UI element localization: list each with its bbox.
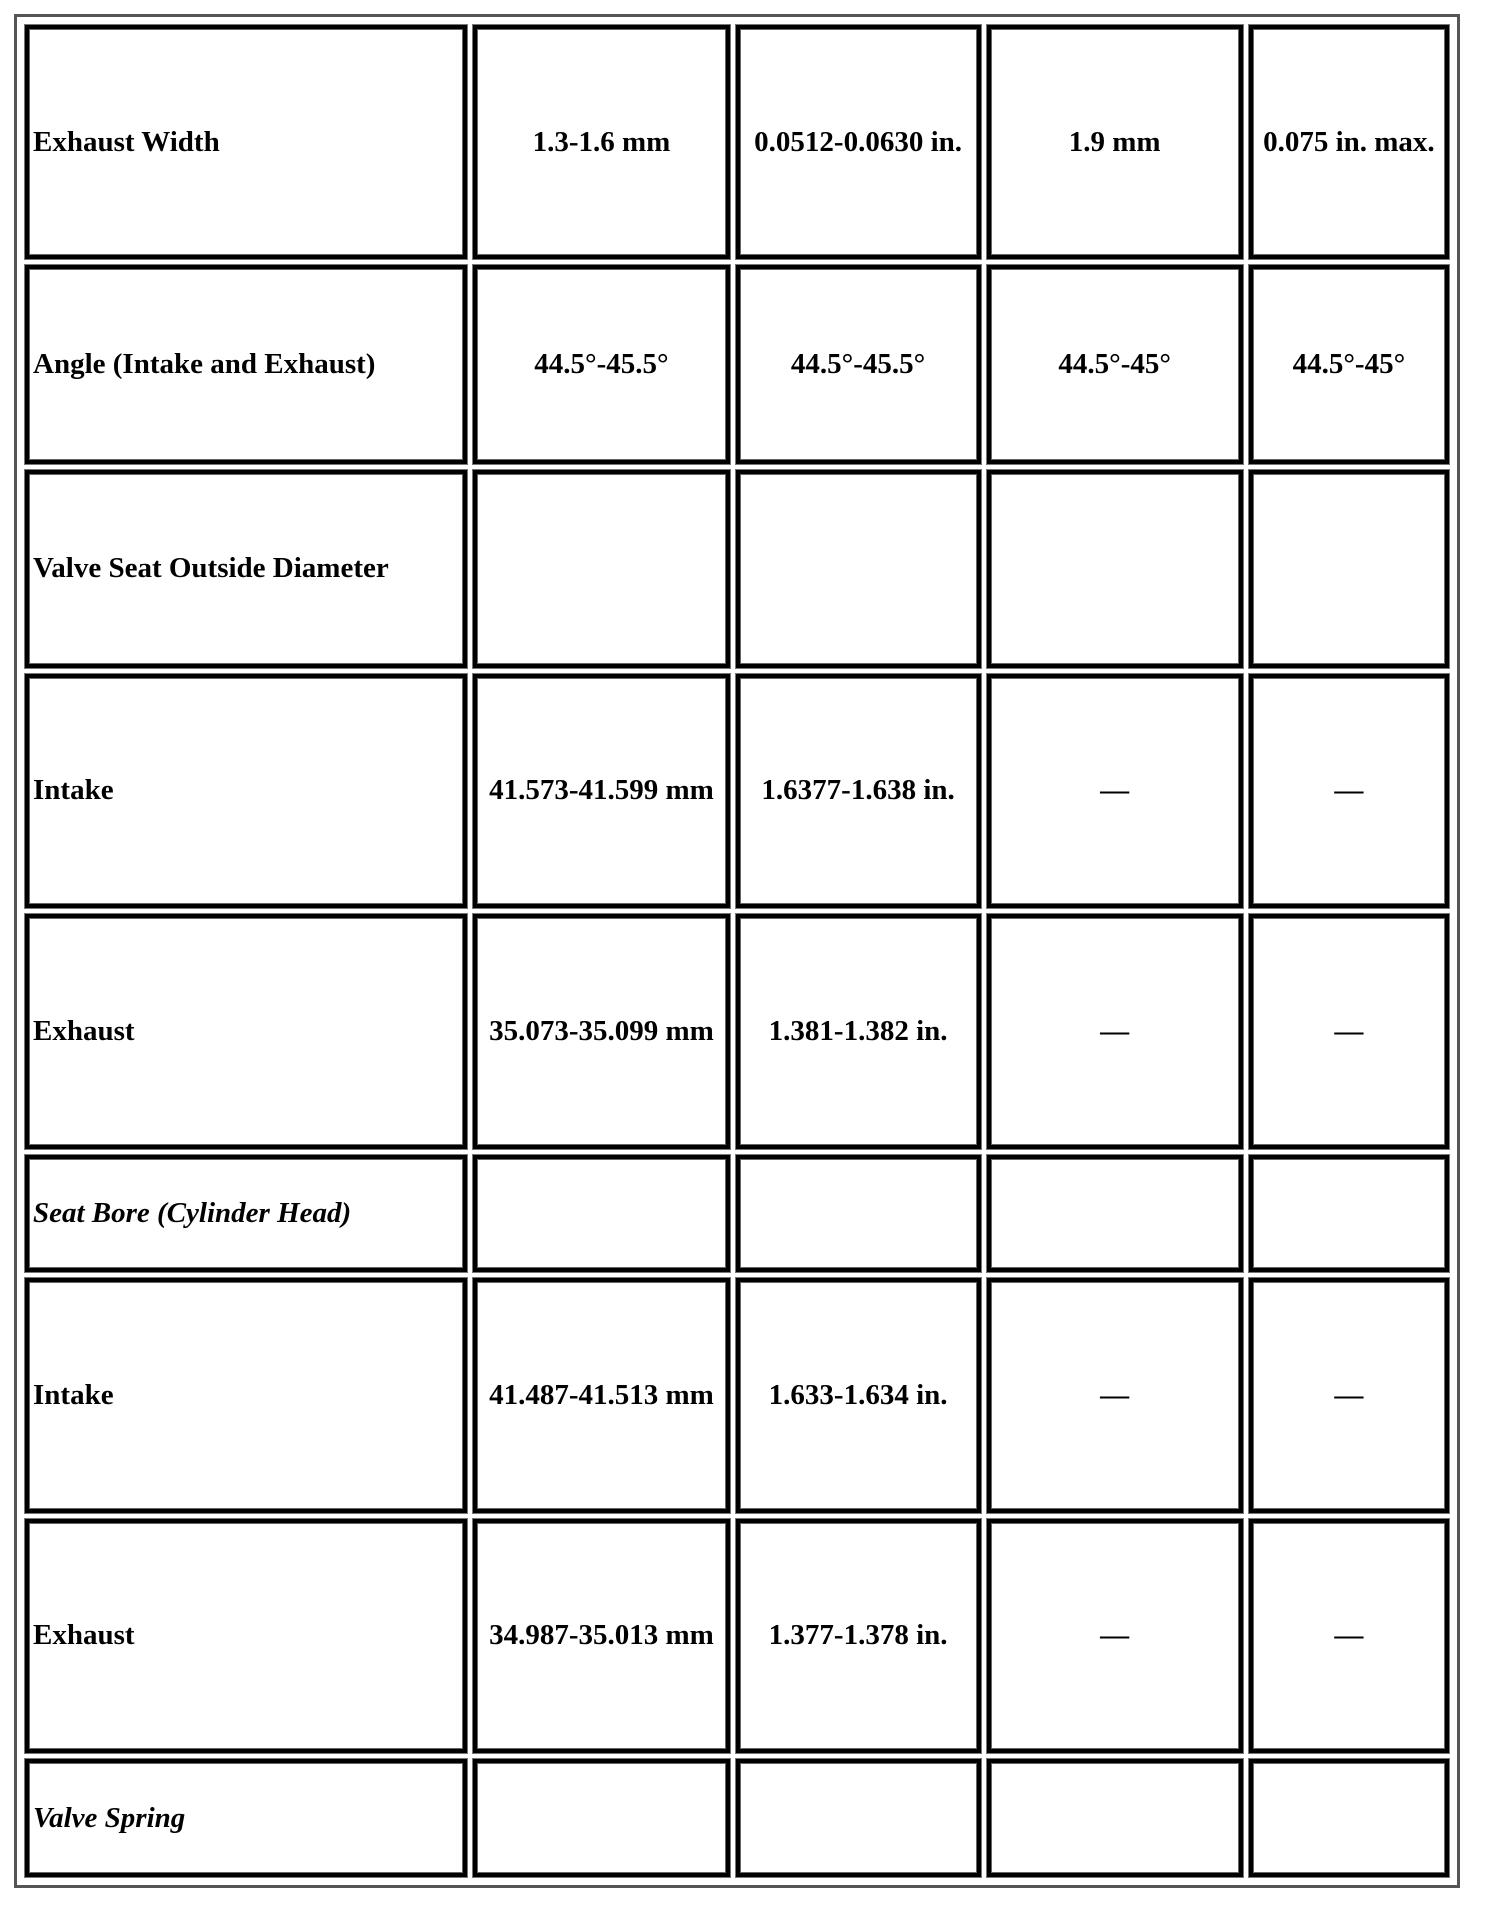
table-cell: 0.075 in. max. bbox=[1249, 25, 1449, 259]
table-cell bbox=[473, 470, 729, 668]
table-cell: — bbox=[1249, 674, 1449, 908]
table-cell bbox=[1249, 1759, 1449, 1877]
row-label: Valve Seat Outside Diameter bbox=[25, 470, 467, 668]
section-label: Seat Bore (Cylinder Head) bbox=[25, 1155, 467, 1273]
table-cell bbox=[987, 1155, 1243, 1273]
table-row bbox=[25, 25, 1449, 259]
valve-spec-table bbox=[19, 19, 1455, 1883]
table-cell bbox=[736, 1759, 981, 1877]
row-label: Intake bbox=[25, 674, 467, 908]
row-label: Exhaust bbox=[25, 1519, 467, 1753]
row-label: Angle (Intake and Exhaust) bbox=[25, 265, 467, 463]
table-cell: 1.9 mm bbox=[987, 25, 1243, 259]
table-cell bbox=[987, 1759, 1243, 1877]
table-cell: 1.377-1.378 in. bbox=[736, 1519, 981, 1753]
table-cell: 0.0512-0.0630 in. bbox=[736, 25, 981, 259]
table-row bbox=[25, 1155, 1449, 1273]
table-row bbox=[25, 674, 1449, 908]
table-cell: 44.5°-45.5° bbox=[473, 265, 729, 463]
row-label: Exhaust Width bbox=[25, 25, 467, 259]
row-label: Intake bbox=[25, 1278, 467, 1512]
row-label: Exhaust bbox=[25, 914, 467, 1148]
section-label: Valve Spring bbox=[25, 1759, 467, 1877]
table-row bbox=[25, 914, 1449, 1148]
table-cell: 44.5°-45° bbox=[1249, 265, 1449, 463]
table-cell: 1.633-1.634 in. bbox=[736, 1278, 981, 1512]
table-cell bbox=[1249, 470, 1449, 668]
table-cell: 41.573-41.599 mm bbox=[473, 674, 729, 908]
table-cell: — bbox=[987, 1519, 1243, 1753]
table-cell: 34.987-35.013 mm bbox=[473, 1519, 729, 1753]
table-cell bbox=[473, 1759, 729, 1877]
table-cell bbox=[473, 1155, 729, 1273]
table-cell: — bbox=[1249, 1519, 1449, 1753]
table-cell: 41.487-41.513 mm bbox=[473, 1278, 729, 1512]
table-row bbox=[25, 1519, 1449, 1753]
table-row bbox=[25, 1759, 1449, 1877]
table-cell bbox=[736, 1155, 981, 1273]
table-cell bbox=[987, 470, 1243, 668]
table-cell bbox=[736, 470, 981, 668]
table-cell: 1.381-1.382 in. bbox=[736, 914, 981, 1148]
table-cell: 1.3-1.6 mm bbox=[473, 25, 729, 259]
table-cell: 44.5°-45.5° bbox=[736, 265, 981, 463]
table-row bbox=[25, 470, 1449, 668]
table-row bbox=[25, 265, 1449, 463]
table-cell: — bbox=[1249, 1278, 1449, 1512]
table-cell: — bbox=[987, 914, 1243, 1148]
table-cell: — bbox=[987, 674, 1243, 908]
table-row bbox=[25, 1278, 1449, 1512]
table-cell: — bbox=[987, 1278, 1243, 1512]
table-cell: 1.6377-1.638 in. bbox=[736, 674, 981, 908]
table-cell: 44.5°-45° bbox=[987, 265, 1243, 463]
spec-sheet bbox=[14, 14, 1460, 1888]
table-cell bbox=[1249, 1155, 1449, 1273]
table-cell: 35.073-35.099 mm bbox=[473, 914, 729, 1148]
table-cell: — bbox=[1249, 914, 1449, 1148]
